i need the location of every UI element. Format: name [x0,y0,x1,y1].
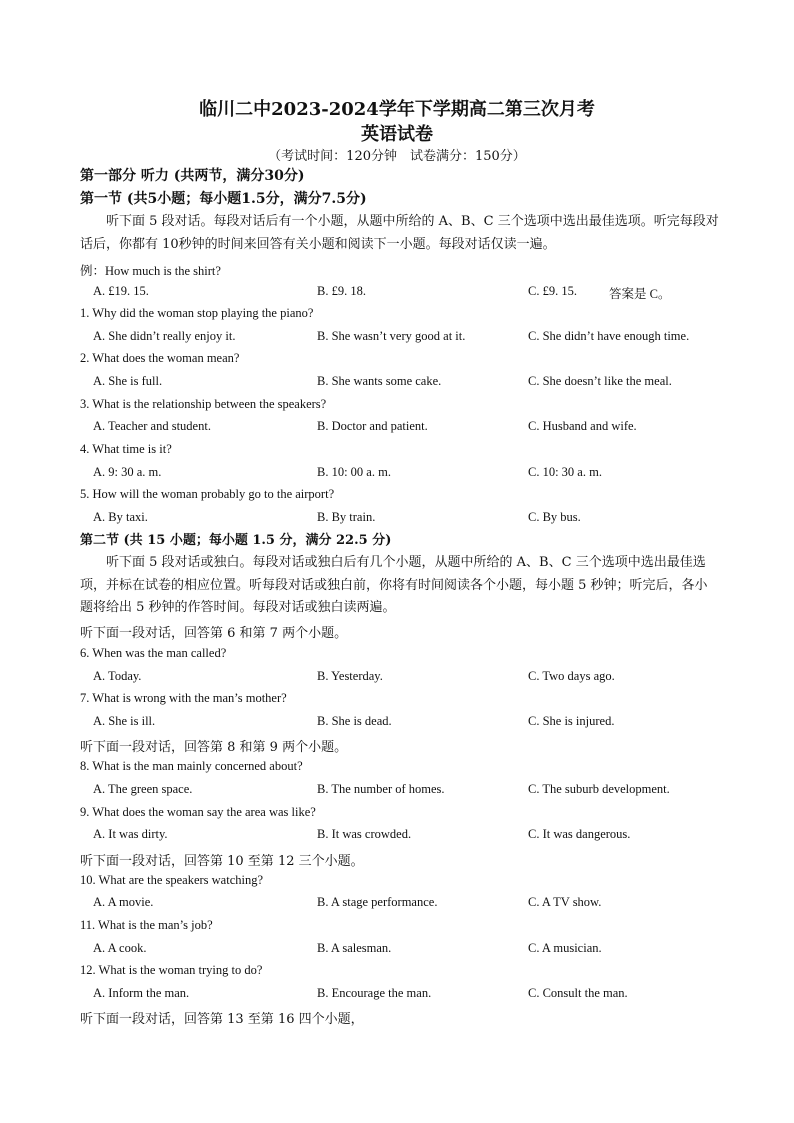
q12-option-c: C. Consult the man. [528,986,628,1000]
q8-option-c: C. The suburb development. [528,782,670,796]
q6-option-c: C. Two days ago. [528,669,615,683]
section1-instructions: 听下面 5 段对话。每段对话后有一个小题，从题中所给的 A、B、C 三个选项中选出最佳选项。听完每段对话后，你都有 10秒钟的时间来回答有关小题和阅读下一小题。每段对话仅读一遍。 [80,214,719,252]
q5-option-a: A. By taxi. [93,510,148,524]
q8-option-a: A. The green space. [93,782,193,796]
dialogue-intro-3: 听下面一段对话，回答第 10 至第 12 三个小题。 [80,854,364,869]
q8-option-b: B. The number of homes. [317,782,445,796]
q2-option-b: B. She wants some cake. [317,374,442,388]
example-option-c: C. £9. 15. [528,284,577,298]
part1-heading: 第一部分 听力 (共两节，满分30分) [80,168,305,184]
q4-option-b: B. 10: 00 a. m. [317,465,391,479]
q10-option-b: B. A stage performance. [317,895,438,909]
example-question: 例：How much is the shirt? [80,264,221,278]
q9-option-b: B. It was crowded. [317,827,412,841]
q1-option-c: C. She didn’t have enough time. [528,329,690,343]
q10-option-a: A. A movie. [93,895,154,909]
q5-option-c: C. By bus. [528,510,581,524]
q4-option-a: A. 9: 30 a. m. [93,465,162,479]
question-4: 4. What time is it? [80,442,172,456]
question-5: 5. How will the woman probably go to the airport? [80,487,335,501]
q3-option-b: B. Doctor and patient. [317,419,428,433]
exam-title: 临川二中2023-2024学年下学期高二第三次月考 [199,99,595,120]
question-6: 6. When was the man called? [80,646,227,660]
q12-option-b: B. Encourage the man. [317,986,432,1000]
section2-instructions: 听下面 5 段对话或独白。每段对话或独白后有几个小题，从题中所给的 A、B、C 三个选项中选出最佳选项，并标在试卷的相应位置。听每段对话或独白前，你将有时间阅读各个小题，每小题 5 秒钟；听完后，各小题将给出 5 秒钟的作答时间。每段对话或独白读两遍。 [80,555,708,615]
section2-heading: 第二节 (共 15 小题；每小题 1.5 分，满分 22.5 分) [80,533,392,548]
q5-option-b: B. By train. [317,510,376,524]
dialogue-intro-1: 听下面一段对话，回答第 6 和第 7 两个小题。 [80,626,348,641]
exam-subtitle: 英语试卷 [361,124,433,145]
q3-option-a: A. Teacher and student. [93,419,211,433]
example-option-b: B. £9. 18. [317,284,366,298]
q6-option-b: B. Yesterday. [317,669,383,683]
q9-option-c: C. It was dangerous. [528,827,631,841]
question-1: 1. Why did the woman stop playing the piano? [80,306,314,320]
question-3: 3. What is the relationship between the speakers? [80,397,327,411]
q6-option-a: A. Today. [93,669,142,683]
q2-option-a: A. She is full. [93,374,163,388]
example-option-a: A. £19. 15. [93,284,149,298]
q7-option-b: B. She is dead. [317,714,392,728]
q4-option-c: C. 10: 30 a. m. [528,465,602,479]
q7-option-a: A. She is ill. [93,714,156,728]
q10-option-c: C. A TV show. [528,895,602,909]
q9-option-a: A. It was dirty. [93,827,168,841]
dialogue-intro-2: 听下面一段对话，回答第 8 和第 9 两个小题。 [80,740,348,755]
q11-option-a: A. A cook. [93,941,147,955]
question-9: 9. What does the woman say the area was like? [80,805,316,819]
q2-option-c: C. She doesn’t like the meal. [528,374,672,388]
q7-option-c: C. She is injured. [528,714,615,728]
section1-heading: 第一节 (共5小题；每小题1.5分，满分7.5分) [80,191,367,207]
example-answer: 答案是 C。 [609,287,671,301]
exam-info: （考试时间：120分钟 试卷满分：150分） [268,149,526,164]
q12-option-a: A. Inform the man. [93,986,190,1000]
q11-option-b: B. A salesman. [317,941,392,955]
question-8: 8. What is the man mainly concerned about? [80,759,303,773]
q1-option-a: A. She didn’t really enjoy it. [93,329,236,343]
question-10: 10. What are the speakers watching? [80,873,264,887]
q11-option-c: C. A musician. [528,941,602,955]
question-7: 7. What is wrong with the man’s mother? [80,691,287,705]
q3-option-c: C. Husband and wife. [528,419,637,433]
q1-option-b: B. She wasn’t very good at it. [317,329,466,343]
dialogue-intro-4: 听下面一段对话，回答第 13 至第 16 四个小题， [80,1012,364,1027]
question-12: 12. What is the woman trying to do? [80,963,263,977]
question-2: 2. What does the woman mean? [80,351,240,365]
question-11: 11. What is the man’s job? [80,918,213,932]
